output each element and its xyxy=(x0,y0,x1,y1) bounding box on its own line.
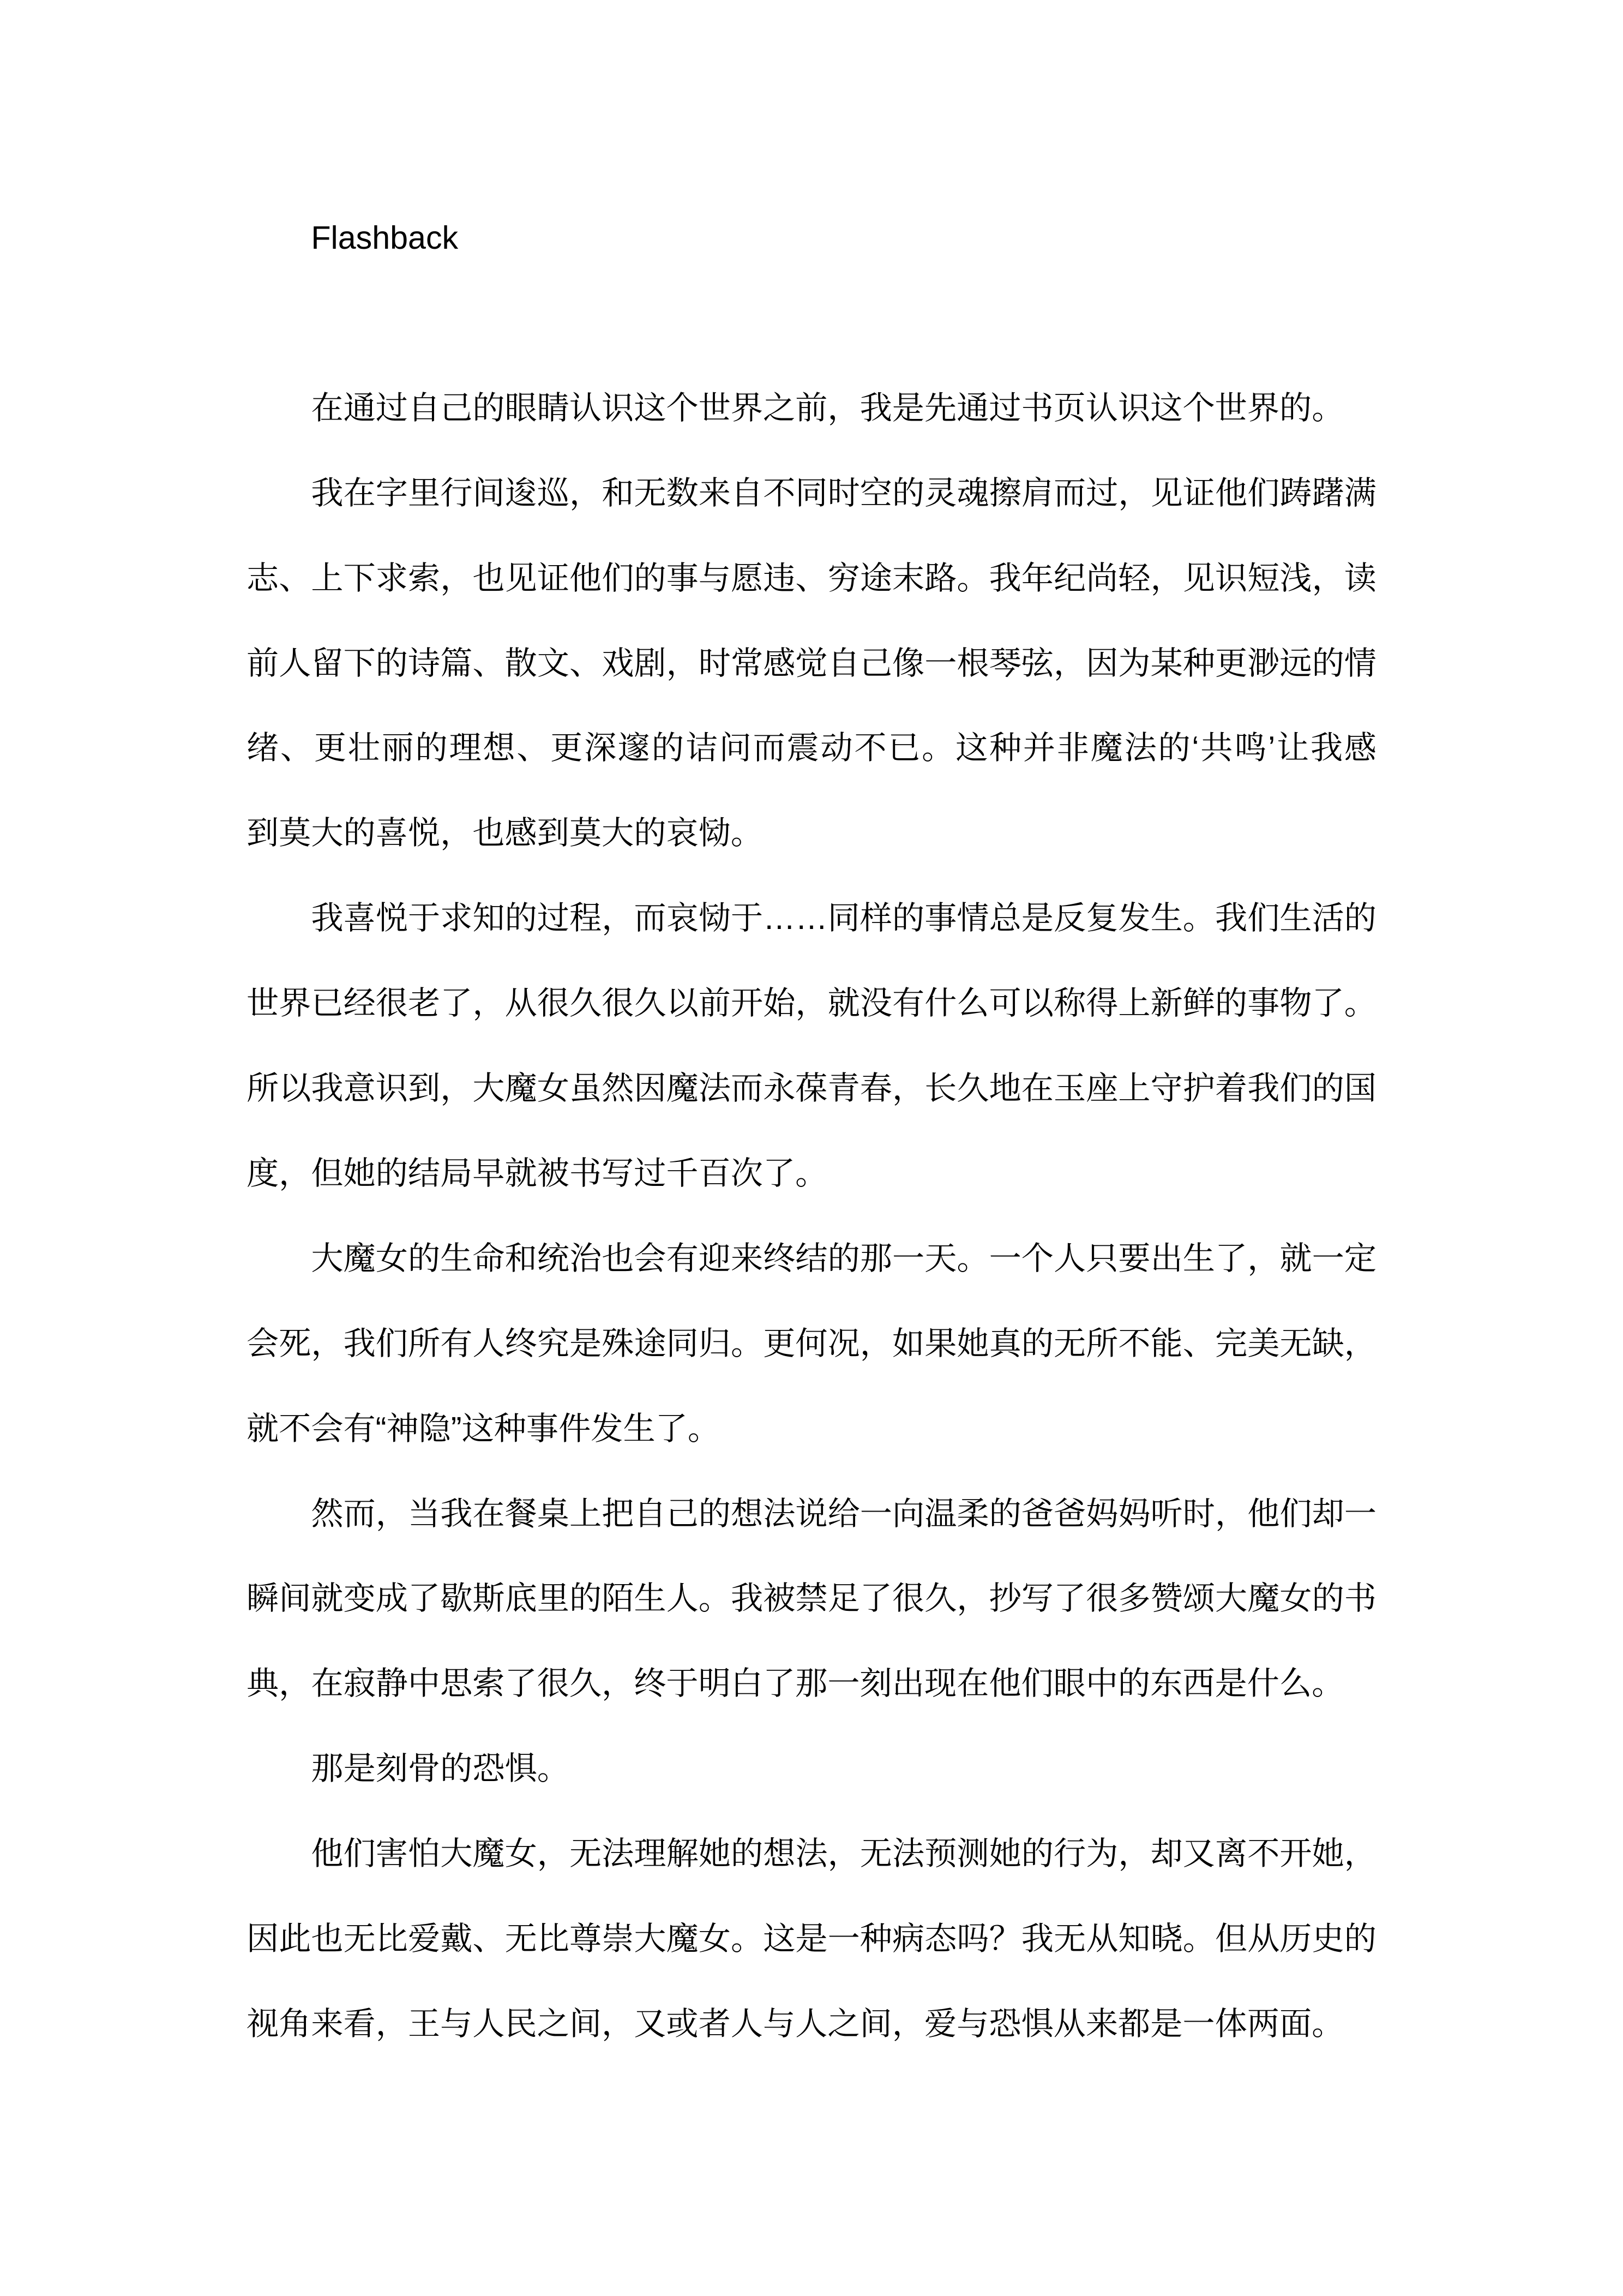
text-line: 典，在寂静中思索了很久，终于明白了那一刻出现在他们眼中的东西是什么。 xyxy=(247,1665,1344,1702)
text-line: 会死，我们所有人终究是殊途同归。更何况，如果她真的无所不能、完美无缺， xyxy=(247,1324,1376,1362)
text-line: 大魔女的生命和统治也会有迎来终结的那一天。一个人只要出生了，就一定 xyxy=(311,1239,1376,1276)
text-line: 他们害怕大魔女，无法理解她的想法，无法预测她的行为，却又离不开她， xyxy=(311,1835,1376,1872)
text-line: 世界已经很老了，从很久很久以前开始，就没有什么可以称得上新鲜的事物了。 xyxy=(247,985,1376,1022)
text-line: 就不会有“神隐”这种事件发生了。 xyxy=(247,1410,720,1447)
text-line: 视角来看，王与人民之间，又或者人与人之间，爱与恐惧从来都是一体两面。 xyxy=(247,2005,1344,2042)
text-line: 我在字里行间逡巡，和无数来自不同时空的灵魂擦肩而过，见证他们踌躇满 xyxy=(311,474,1376,511)
paragraph xyxy=(247,1811,1376,2066)
paragraph xyxy=(247,1726,1376,1811)
paragraph-container xyxy=(247,365,1376,2066)
paragraph xyxy=(247,876,1376,1216)
text-line: 我喜悦于求知的过程，而哀恸于……同样的事情总是反复发生。我们生活的 xyxy=(311,900,1376,937)
document-title: Flashback xyxy=(311,219,459,256)
paragraph xyxy=(247,365,1376,451)
document-body xyxy=(247,195,1376,2066)
text-line: 瞬间就变成了歇斯底里的陌生人。我被禁足了很久，抄写了很多赞颂大魔女的书 xyxy=(247,1580,1376,1617)
text-line: 因此也无比爱戴、无比尊崇大魔女。这是一种病态吗？我无从知晓。但从历史的 xyxy=(247,1920,1376,1957)
text-line: 然而，当我在餐桌上把自己的想法说给一向温柔的爸爸妈妈听时，他们却一 xyxy=(311,1495,1376,1532)
text-line: 那是刻骨的恐惧。 xyxy=(311,1750,569,1787)
paragraph xyxy=(247,451,1376,876)
text-line: 志、上下求索，也见证他们的事与愿违、穷途末路。我年纪尚轻，见识短浅，读 xyxy=(247,559,1376,596)
text-line: 在通过自己的眼睛认识这个世界之前，我是先通过书页认识这个世界的。 xyxy=(311,389,1344,426)
text-line: 绪、更壮丽的理想、更深邃的诘问而震动不已。这种并非魔法的‘共鸣’让我感 xyxy=(247,729,1376,766)
text-line: 所以我意识到，大魔女虽然因魔法而永葆青春，长久地在玉座上守护着我们的国 xyxy=(247,1070,1376,1107)
text-line: 到莫大的喜悦，也感到莫大的哀恸。 xyxy=(247,814,763,852)
text-line: 度，但她的结局早就被书写过千百次了。 xyxy=(247,1154,828,1191)
paragraph xyxy=(247,1471,1376,1727)
paragraph xyxy=(247,1216,1376,1471)
text-line: 前人留下的诗篇、散文、戏剧，时常感觉自己像一根琴弦，因为某种更渺远的情 xyxy=(247,644,1376,681)
